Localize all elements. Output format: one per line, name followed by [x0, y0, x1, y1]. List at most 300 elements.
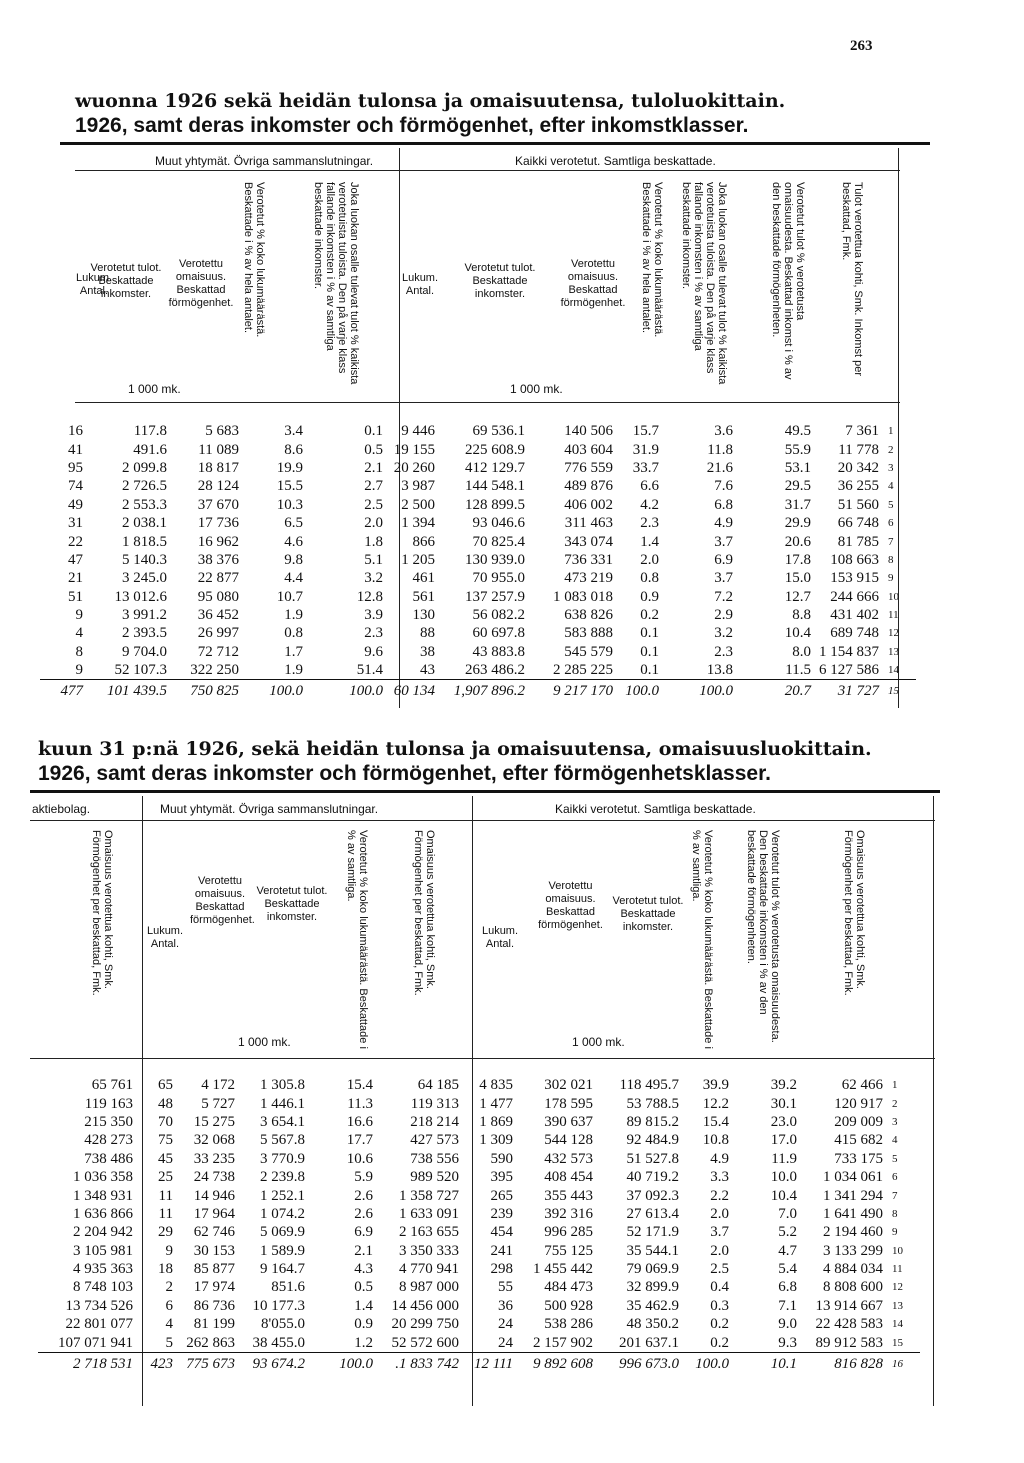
- table-cell: 3 987: [401, 478, 435, 495]
- table-cell: 201 637.1: [619, 1334, 679, 1351]
- table-cell: 322 250: [190, 662, 239, 679]
- table-cell: 0.4: [710, 1279, 729, 1296]
- table-cell: 11 089: [198, 441, 239, 458]
- table-cell: 8 987 000: [399, 1279, 459, 1296]
- row-number: 6: [888, 517, 894, 530]
- table-cell: 2.3: [364, 625, 383, 642]
- table-cell: 16.6: [346, 1113, 373, 1130]
- row-number: 8: [892, 1207, 898, 1220]
- table-cell: 4.9: [714, 515, 733, 532]
- table-cell: 8 808 600: [823, 1279, 883, 1296]
- table-row: [40, 588, 916, 606]
- table-cell: 8'055.0: [261, 1316, 305, 1333]
- table-cell: 40 719.2: [626, 1169, 679, 1186]
- table-cell: 265: [490, 1187, 513, 1204]
- table-cell: 35 544.1: [626, 1242, 679, 1259]
- table-cell: 20.6: [784, 533, 811, 550]
- table-cell: 4 935 363: [73, 1261, 133, 1278]
- table-cell: 1 341 294: [823, 1187, 883, 1204]
- table-cell: 51 560: [837, 496, 879, 513]
- top-hdr-pct-2: Verotetut % koko lukumäärästä. Beskattade i % av hela antalet.: [640, 182, 664, 338]
- table-cell: 2.5: [364, 496, 383, 513]
- table-cell: 738 556: [410, 1150, 459, 1167]
- bottom-hdr-tulot-2: Verotetut tulot. Beskattade inkomster.: [612, 895, 684, 933]
- table-cell: 2 393.5: [122, 625, 167, 642]
- row-number: 4: [892, 1134, 898, 1147]
- table-cell: 11 778: [838, 441, 879, 458]
- table-cell: 12.2: [702, 1095, 729, 1112]
- table-cell: 427 573: [410, 1132, 459, 1149]
- table-cell: 1 869: [479, 1113, 513, 1130]
- table-cell: 3.3: [710, 1169, 729, 1186]
- table-cell: 816 828: [800, 1352, 886, 1375]
- table-row: [40, 459, 916, 477]
- table-cell: 7.2: [714, 588, 733, 605]
- table-cell: 8.6: [284, 441, 303, 458]
- table-cell: 92 484.9: [626, 1132, 679, 1149]
- table-cell: 38 455.0: [252, 1334, 305, 1351]
- table-cell: 48 350.2: [626, 1316, 679, 1333]
- table-cell: 93 674.2: [238, 1352, 308, 1375]
- table-cell: 4.2: [640, 496, 659, 513]
- table-cell: 11: [158, 1205, 173, 1222]
- table-cell: 1 252.1: [260, 1187, 305, 1204]
- table-cell: 26 997: [197, 625, 239, 642]
- table-cell: 3.6: [714, 423, 733, 440]
- table-cell: 406 002: [564, 496, 613, 513]
- table-cell: 2 204 942: [73, 1224, 133, 1241]
- table-cell: 1 455 442: [533, 1261, 593, 1278]
- top-hdr-lukum-2: Lukum. Antal.: [401, 272, 439, 297]
- table-cell: 100.0: [682, 1352, 732, 1375]
- table-cell: 38 376: [197, 551, 239, 568]
- table-cell: 473 219: [564, 570, 613, 587]
- table-cell: 118 495.7: [619, 1077, 679, 1094]
- table-cell: 33 235: [193, 1150, 235, 1167]
- table-cell: 89 815.2: [626, 1113, 679, 1130]
- table-cell: 4.7: [778, 1242, 797, 1259]
- table-cell: 776 559: [564, 459, 613, 476]
- table-cell: 755 125: [544, 1242, 593, 1259]
- table-cell: 4.4: [284, 570, 303, 587]
- table-cell: 33.7: [632, 459, 659, 476]
- row-number: 2: [892, 1097, 898, 1110]
- top-group-line: [75, 170, 900, 171]
- table-cell: 75: [158, 1132, 173, 1149]
- table-cell: 52 107.3: [114, 662, 167, 679]
- bottom-hdr-pct-1: Verotetut % koko lukumäärästä. Beskattade i % av samtliga.: [345, 830, 369, 1049]
- table-cell: 2 157 902: [533, 1334, 593, 1351]
- row-number: 1: [888, 425, 894, 438]
- table-cell: 178 595: [544, 1095, 593, 1112]
- table-cell: 31 727: [814, 680, 882, 703]
- bottom-data-table: [38, 1076, 920, 1375]
- table-cell: 17.0: [770, 1132, 797, 1149]
- table-cell: 10.8: [702, 1132, 729, 1149]
- total-row: [38, 1352, 920, 1375]
- top-group-right: Kaikki verotetut. Samtliga beskattade.: [515, 154, 716, 168]
- table-cell: 19 155: [393, 441, 435, 458]
- table-cell: 989 520: [410, 1169, 459, 1186]
- table-row: [40, 532, 916, 550]
- table-cell: 2 726.5: [122, 478, 167, 495]
- table-cell: 64 185: [417, 1077, 459, 1094]
- table-cell: 47: [68, 551, 83, 568]
- table-cell: 52 171.9: [626, 1224, 679, 1241]
- table-cell: 583 888: [564, 625, 613, 642]
- bottom-group-right: Kaikki verotetut. Samtliga beskattade.: [555, 802, 756, 816]
- table-cell: 432 573: [544, 1150, 593, 1167]
- top-header-bottom-line: [75, 402, 900, 403]
- table-cell: 70 825.4: [472, 533, 525, 550]
- table-cell: 545 579: [564, 643, 613, 660]
- table-cell: 36: [498, 1297, 513, 1314]
- table-cell: 428 273: [84, 1132, 133, 1149]
- table-cell: 750 825: [170, 680, 242, 703]
- table-cell: 638 826: [564, 607, 613, 624]
- table-row: [40, 477, 916, 495]
- table-cell: 1.4: [354, 1297, 373, 1314]
- table-cell: 561: [412, 588, 435, 605]
- row-number: 1: [892, 1079, 898, 1092]
- table-cell: 489 876: [564, 478, 613, 495]
- table-cell: 1 083 018: [553, 588, 613, 605]
- top-hdr-share-2: Joka luokan osalle tulevat tulot % kaikista verotetuista tuloista. Den på varje klass fallande inkomsten i % av samtliga beskattade inkomster.: [680, 182, 728, 385]
- table-cell: 49.5: [784, 423, 811, 440]
- table-cell: 20 299 750: [391, 1316, 459, 1333]
- table-cell: 3.4: [284, 423, 303, 440]
- table-cell: 22 801 077: [65, 1316, 133, 1333]
- table-cell: 17 974: [193, 1279, 235, 1296]
- table-cell: 43: [420, 662, 435, 679]
- table-cell: 1 034 061: [823, 1169, 883, 1186]
- table-cell: 1,907 896.2: [438, 680, 528, 703]
- table-row: [38, 1223, 920, 1241]
- table-cell: 29.5: [784, 478, 811, 495]
- table-cell: 95 080: [197, 588, 239, 605]
- table-cell: 355 443: [544, 1187, 593, 1204]
- table-row: [38, 1094, 920, 1112]
- table-cell: 15.4: [702, 1113, 729, 1130]
- bottom-unit-1: 1 000 mk.: [238, 1035, 291, 1049]
- bottom-unit-2: 1 000 mk.: [572, 1035, 625, 1049]
- table-cell: 2.0: [640, 551, 659, 568]
- table-cell: 1 205: [401, 551, 435, 568]
- table-cell: 2.9: [714, 607, 733, 624]
- table-row: [40, 551, 916, 569]
- bottom-group-left: Muut yhtymät. Övriga sammanslutningar.: [160, 802, 379, 816]
- top-group-left: Muut yhtymät. Övriga sammanslutningar.: [155, 154, 374, 168]
- table-cell: 2.6: [354, 1187, 373, 1204]
- row-number: 7: [892, 1189, 898, 1202]
- table-cell: 6.9: [354, 1224, 373, 1241]
- bottom-title-finnish: kuun 31 p:nä 1926, sekä heidän tulonsa ja omaisuutensa, omaisuusluokittain.: [38, 738, 872, 760]
- table-cell: 2 038.1: [122, 515, 167, 532]
- top-title-swedish: 1926, samt deras inkomster och förmögenhet, efter inkomstklasser.: [75, 114, 749, 137]
- table-cell: 12.7: [784, 588, 811, 605]
- table-cell: 239: [490, 1205, 513, 1222]
- bottom-hdr-omaisuus-2: Verotettu omaisuus. Beskattad förmögenhet.: [538, 880, 603, 931]
- table-cell: 3.9: [364, 607, 383, 624]
- table-cell: 100.0: [308, 1352, 376, 1375]
- table-cell: 38: [420, 643, 435, 660]
- table-row: [38, 1260, 920, 1278]
- table-cell: 0.9: [640, 588, 659, 605]
- table-cell: 1 633 091: [399, 1205, 459, 1222]
- table-cell: 32 068: [193, 1132, 235, 1149]
- bottom-group-aktie: aktiebolag.: [32, 802, 91, 816]
- table-cell: 5 727: [201, 1095, 235, 1112]
- table-cell: 390 637: [544, 1113, 593, 1130]
- table-cell: 0.1: [640, 643, 659, 660]
- table-cell: 12.8: [356, 588, 383, 605]
- table-cell: 5.2: [778, 1224, 797, 1241]
- table-cell: 10.4: [770, 1187, 797, 1204]
- table-cell: 9 892 608: [516, 1352, 596, 1375]
- row-number: 9: [892, 1226, 898, 1239]
- table-cell: 1 305.8: [260, 1077, 305, 1094]
- table-cell: 11.3: [347, 1095, 373, 1112]
- table-row: [38, 1242, 920, 1260]
- table-row: [38, 1168, 920, 1186]
- table-cell: 408 454: [544, 1169, 593, 1186]
- table-cell: 0.1: [364, 423, 383, 440]
- table-cell: 3 105 981: [73, 1242, 133, 1259]
- table-cell: 0.1: [640, 625, 659, 642]
- table-cell: 10.7: [276, 588, 303, 605]
- table-cell: 0.8: [284, 625, 303, 642]
- top-data-table: [40, 422, 916, 702]
- table-cell: 263 486.2: [465, 662, 525, 679]
- table-cell: 2 194 460: [823, 1224, 883, 1241]
- table-cell: 1 309: [479, 1132, 513, 1149]
- table-row: [38, 1315, 920, 1333]
- top-hdr-omaisuus-2: Verotettu omaisuus. Beskattad förmögenhet.: [560, 258, 626, 309]
- top-hdr-pct-1: Verotetut % koko lukumäärästä. Beskattade i % av hela antalet.: [242, 182, 266, 338]
- top-unit-1: 1 000 mk.: [128, 382, 181, 396]
- table-cell: 2.3: [640, 515, 659, 532]
- row-number: 13: [888, 645, 899, 658]
- table-cell: 1 589.9: [260, 1242, 305, 1259]
- table-cell: 4 884 034: [823, 1261, 883, 1278]
- row-number: 8: [888, 553, 894, 566]
- table-cell: 62 466: [841, 1077, 883, 1094]
- table-cell: 9.0: [778, 1316, 797, 1333]
- table-cell: 10.0: [770, 1169, 797, 1186]
- table-cell: 244 666: [830, 588, 879, 605]
- table-cell: 9 704.0: [122, 643, 167, 660]
- row-number: 15: [882, 680, 916, 703]
- table-cell: 137 257.9: [465, 588, 525, 605]
- table-cell: 1 818.5: [122, 533, 167, 550]
- table-cell: 24: [498, 1334, 513, 1351]
- table-cell: 10.4: [784, 625, 811, 642]
- table-row: [38, 1186, 920, 1204]
- table-cell: 2 553.3: [122, 496, 167, 513]
- table-cell: 1.8: [364, 533, 383, 550]
- table-cell: 17.8: [784, 551, 811, 568]
- row-number: 5: [892, 1152, 898, 1165]
- table-cell: 8.0: [792, 643, 811, 660]
- table-cell: 2.6: [354, 1205, 373, 1222]
- table-cell: 484 473: [544, 1279, 593, 1296]
- table-cell: 6.9: [714, 551, 733, 568]
- table-cell: 3 654.1: [260, 1113, 305, 1130]
- table-cell: 9.6: [364, 643, 383, 660]
- top-hdr-tulot-2: Verotetut tulot. Beskattade inkomster.: [464, 262, 536, 300]
- table-cell: 100.0: [616, 680, 662, 703]
- table-cell: 3.7: [710, 1224, 729, 1241]
- table-cell: 689 748: [830, 625, 879, 642]
- table-cell: 3.7: [714, 533, 733, 550]
- table-cell: 6: [165, 1297, 173, 1314]
- table-cell: 0.8: [640, 570, 659, 587]
- table-cell: 51 527.8: [626, 1150, 679, 1167]
- table-cell: 16: [68, 423, 83, 440]
- table-cell: 52 572 600: [391, 1334, 459, 1351]
- table-cell: 27 613.4: [626, 1205, 679, 1222]
- table-cell: 13 012.6: [114, 588, 167, 605]
- table-cell: 16 962: [197, 533, 239, 550]
- table-cell: 53 788.5: [626, 1095, 679, 1112]
- table-cell: 11: [158, 1187, 173, 1204]
- table-cell: 28 124: [197, 478, 239, 495]
- table-cell: 4: [165, 1316, 173, 1333]
- table-cell: 2.0: [364, 515, 383, 532]
- table-cell: 6.8: [714, 496, 733, 513]
- table-cell: 29.9: [784, 515, 811, 532]
- table-cell: .1 833 742: [376, 1352, 462, 1375]
- row-number: 15: [892, 1336, 903, 1349]
- table-cell: 733 175: [834, 1150, 883, 1167]
- table-cell: 20 342: [837, 459, 879, 476]
- table-cell: 491.6: [133, 441, 167, 458]
- table-cell: 423: [136, 1352, 176, 1375]
- table-cell: 2: [165, 1279, 173, 1296]
- table-cell: 13 914 667: [815, 1297, 883, 1314]
- table-cell: 9 164.7: [260, 1261, 305, 1278]
- table-cell: 21.6: [706, 459, 733, 476]
- table-cell: 30.1: [770, 1095, 797, 1112]
- table-cell: 1.2: [354, 1334, 373, 1351]
- table-cell: 53.1: [784, 459, 811, 476]
- row-number: 9: [888, 572, 894, 585]
- table-row: [38, 1333, 920, 1352]
- table-cell: 0.2: [710, 1334, 729, 1351]
- table-cell: 144 548.1: [465, 478, 525, 495]
- bottom-header-bottom-line: [30, 1058, 935, 1059]
- table-cell: 0.2: [710, 1316, 729, 1333]
- table-cell: 153 915: [830, 570, 879, 587]
- table-cell: 1 348 931: [73, 1187, 133, 1204]
- table-cell: 0.2: [640, 607, 659, 624]
- table-cell: 9 217 170: [528, 680, 616, 703]
- table-cell: 4.9: [710, 1150, 729, 1167]
- table-cell: 2 500: [401, 496, 435, 513]
- table-cell: 5 683: [205, 423, 239, 440]
- table-cell: 65: [158, 1077, 173, 1094]
- table-cell: 32 899.9: [626, 1279, 679, 1296]
- table-cell: 8: [75, 643, 83, 660]
- table-cell: 5 069.9: [260, 1224, 305, 1241]
- table-cell: 2 285 225: [553, 662, 613, 679]
- row-number: 10: [892, 1244, 903, 1257]
- table-cell: 13.8: [706, 662, 733, 679]
- table-cell: 866: [412, 533, 435, 550]
- table-cell: 22 428 583: [815, 1316, 883, 1333]
- table-cell: 1 358 727: [399, 1187, 459, 1204]
- table-cell: 2 163 655: [399, 1224, 459, 1241]
- table-cell: 120 917: [834, 1095, 883, 1112]
- bottom-sep-3: [933, 796, 934, 1406]
- bottom-hdr-lukum-1: Lukum. Antal.: [146, 925, 184, 950]
- table-cell: 3.2: [364, 570, 383, 587]
- table-cell: 8.8: [792, 607, 811, 624]
- table-cell: 3 350 333: [399, 1242, 459, 1259]
- table-row: [38, 1150, 920, 1168]
- table-cell: 5.4: [778, 1261, 797, 1278]
- table-cell: 590: [490, 1150, 513, 1167]
- bottom-hdr-omaisuusper-2: Omaisuus verotettua kohti, Smk. Förmögenhet per beskattad, Fmk.: [412, 830, 436, 996]
- table-cell: 7 361: [845, 423, 879, 440]
- table-cell: 2.5: [710, 1261, 729, 1278]
- table-cell: 15.4: [346, 1077, 373, 1094]
- table-cell: 60 697.8: [472, 625, 525, 642]
- table-cell: 2 239.8: [260, 1169, 305, 1186]
- table-cell: 65 761: [91, 1077, 133, 1094]
- table-cell: 0.3: [710, 1297, 729, 1314]
- table-row: [40, 422, 916, 440]
- table-cell: 4.6: [284, 533, 303, 550]
- top-hdr-incomeper: Tulot verotettua kohti, Smk. Inkomst per beskattad, Fmk.: [840, 182, 864, 377]
- table-cell: 500 928: [544, 1297, 593, 1314]
- table-cell: 10.6: [346, 1150, 373, 1167]
- table-cell: 2.1: [354, 1242, 373, 1259]
- table-cell: 81 785: [837, 533, 879, 550]
- table-row: [38, 1076, 920, 1094]
- table-cell: 996 285: [544, 1224, 593, 1241]
- table-cell: 9 446: [401, 423, 435, 440]
- table-cell: 12 111: [462, 1352, 516, 1375]
- table-cell: 17 964: [193, 1205, 235, 1222]
- top-hdr-share-1: Joka luokan osalle tulevat tulot % kaikista verotetuista tuloista. Den på varje klass fallande inkomsten i % av samtliga beskattade inkomster.: [312, 182, 360, 385]
- table-cell: 14 946: [193, 1187, 235, 1204]
- table-cell: 775 673: [176, 1352, 238, 1375]
- row-number: 12: [892, 1281, 903, 1294]
- table-cell: 39.2: [770, 1077, 797, 1094]
- bottom-hdr-omaisuusper-3: Omaisuus verotettua kohti, Smk. Förmögenhet per beskattad, Fmk.: [842, 830, 866, 996]
- table-cell: 5.1: [364, 551, 383, 568]
- table-cell: 9.3: [778, 1334, 797, 1351]
- table-cell: 262 863: [186, 1334, 235, 1351]
- bottom-hdr-pct-2: Verotetut % koko lukumäärästä. Beskattade i % av samtliga.: [690, 830, 714, 1049]
- table-cell: 241: [490, 1242, 513, 1259]
- table-cell: 85 877: [193, 1261, 235, 1278]
- row-number: 3: [892, 1115, 898, 1128]
- table-cell: 0.5: [354, 1279, 373, 1296]
- table-cell: 108 663: [830, 551, 879, 568]
- table-cell: 37 670: [197, 496, 239, 513]
- table-cell: 107 071 941: [58, 1334, 133, 1351]
- table-cell: 69 536.1: [472, 423, 525, 440]
- row-number: 4: [888, 480, 894, 493]
- table-cell: 51.4: [356, 662, 383, 679]
- table-cell: 1.7: [284, 643, 303, 660]
- table-cell: 10 177.3: [252, 1297, 305, 1314]
- table-cell: 43 883.8: [472, 643, 525, 660]
- table-cell: 2.2: [710, 1187, 729, 1204]
- table-cell: 6.8: [778, 1279, 797, 1296]
